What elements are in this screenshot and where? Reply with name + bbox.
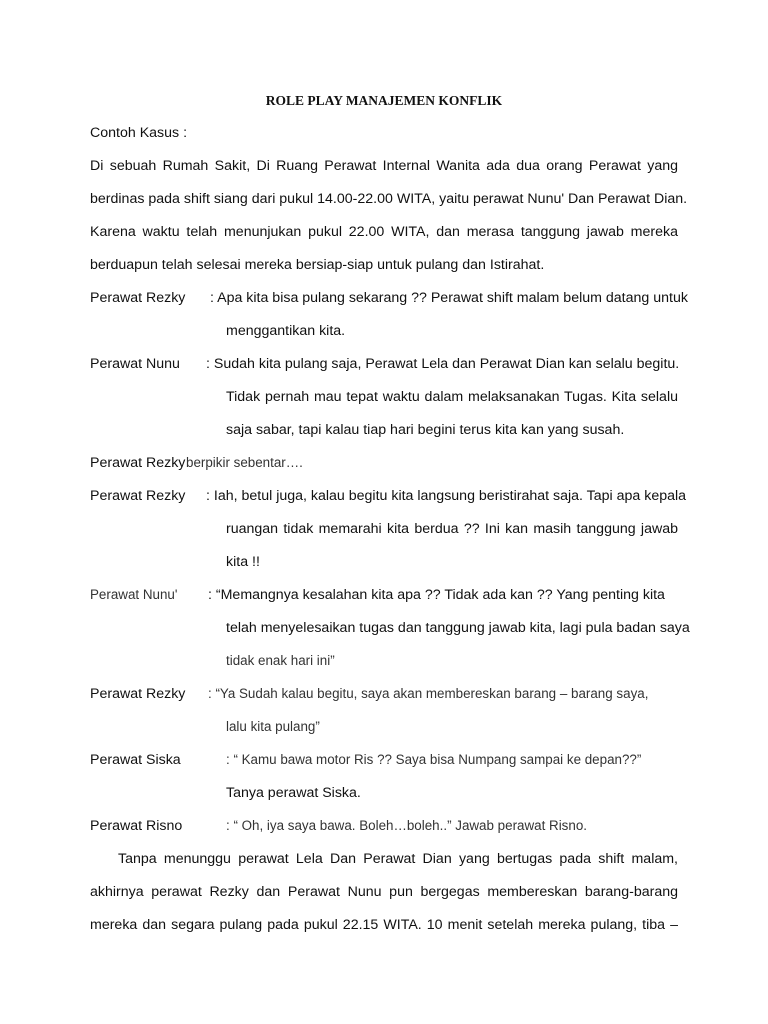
speaker-name: Perawat Nunu' (90, 587, 178, 602)
speaker-name: Perawat Rezky (90, 686, 186, 702)
speaker-name: Perawat Rezky (90, 488, 186, 504)
dialogue-line: ruangan tidak memarahi kita berdua ?? Ini kan masih tanggung jawab (226, 521, 678, 537)
dialogue-line: Tanya perawat Siska. (226, 785, 361, 801)
dialogue-line: : Iah, betul juga, kalau begitu kita langsung beristirahat saja. Tapi apa kepala (206, 488, 687, 504)
dialogue-line: lalu kita pulang” (226, 719, 320, 734)
intro-line: berdinas pada shift siang dari pukul 14.00-22.00 WITA, yaitu perawat Nunu' Dan Perawat Dian. (90, 191, 688, 207)
dialogue-line: : Apa kita bisa pulang sekarang ?? Perawat shift malam belum datang untuk (210, 290, 688, 306)
dialogue-line: tidak enak hari ini” (226, 653, 335, 668)
dialogue-line: menggantikan kita. (226, 323, 346, 339)
dialogue-line: : “Memangnya kesalahan kita apa ?? Tidak ada kan ?? Yang penting kita (208, 587, 665, 603)
intro-line: berduapun telah selesai mereka bersiap-siap untuk pulang dan Istirahat. (90, 257, 545, 273)
closing-line: akhirnya perawat Rezky dan Perawat Nunu pun bergegas membereskan barang-barang (90, 884, 678, 900)
dialogue-line: : Sudah kita pulang saja, Perawat Lela dan Perawat Dian kan selalu begitu. (206, 356, 680, 372)
closing-line: mereka dan segara pulang pada pukul 22.15 WITA. 10 menit setelah mereka pulang, tiba – (90, 917, 678, 933)
closing-line: Tanpa menunggu perawat Lela Dan Perawat Dian yang bertugas pada shift malam, (118, 851, 678, 867)
speaker-name: Perawat Rezky (90, 290, 186, 306)
intro-line: Karena waktu telah menunjukan pukul 22.00 WITA, dan merasa tanggung jawab mereka (90, 224, 678, 240)
dialogue-line: kita !! (226, 554, 260, 570)
intro-line: Di sebuah Rumah Sakit, Di Ruang Perawat Internal Wanita ada dua orang Perawat yang (90, 158, 678, 174)
dialogue-line: : “ Kamu bawa motor Ris ?? Saya bisa Numpang sampai ke depan??” (226, 752, 642, 767)
dialogue-line: saja sabar, tapi kalau tiap hari begini terus kita kan yang susah. (226, 422, 625, 438)
dialogue-line: : “ Oh, iya saya bawa. Boleh…boleh..” Jawab perawat Risno. (226, 818, 587, 833)
dialogue-line: : “Ya Sudah kalau begitu, saya akan membereskan barang – barang saya, (208, 686, 649, 701)
dialogue-line: telah menyelesaikan tugas dan tanggung jawab kita, lagi pula badan saya (226, 620, 690, 636)
dialogue-line: Tidak pernah mau tepat waktu dalam melaksanakan Tugas. Kita selalu (226, 389, 678, 405)
speaker-name: Perawat Risno (90, 818, 183, 834)
case-heading: Contoh Kasus : (90, 125, 188, 141)
speaker-name: Perawat Rezky (90, 455, 186, 471)
speaker-name: Perawat Nunu (90, 356, 180, 372)
document-title: ROLE PLAY MANAJEMEN KONFLIK (265, 93, 503, 108)
speaker-name: Perawat Siska (90, 752, 181, 768)
narration-text: berpikir sebentar…. (186, 455, 303, 470)
